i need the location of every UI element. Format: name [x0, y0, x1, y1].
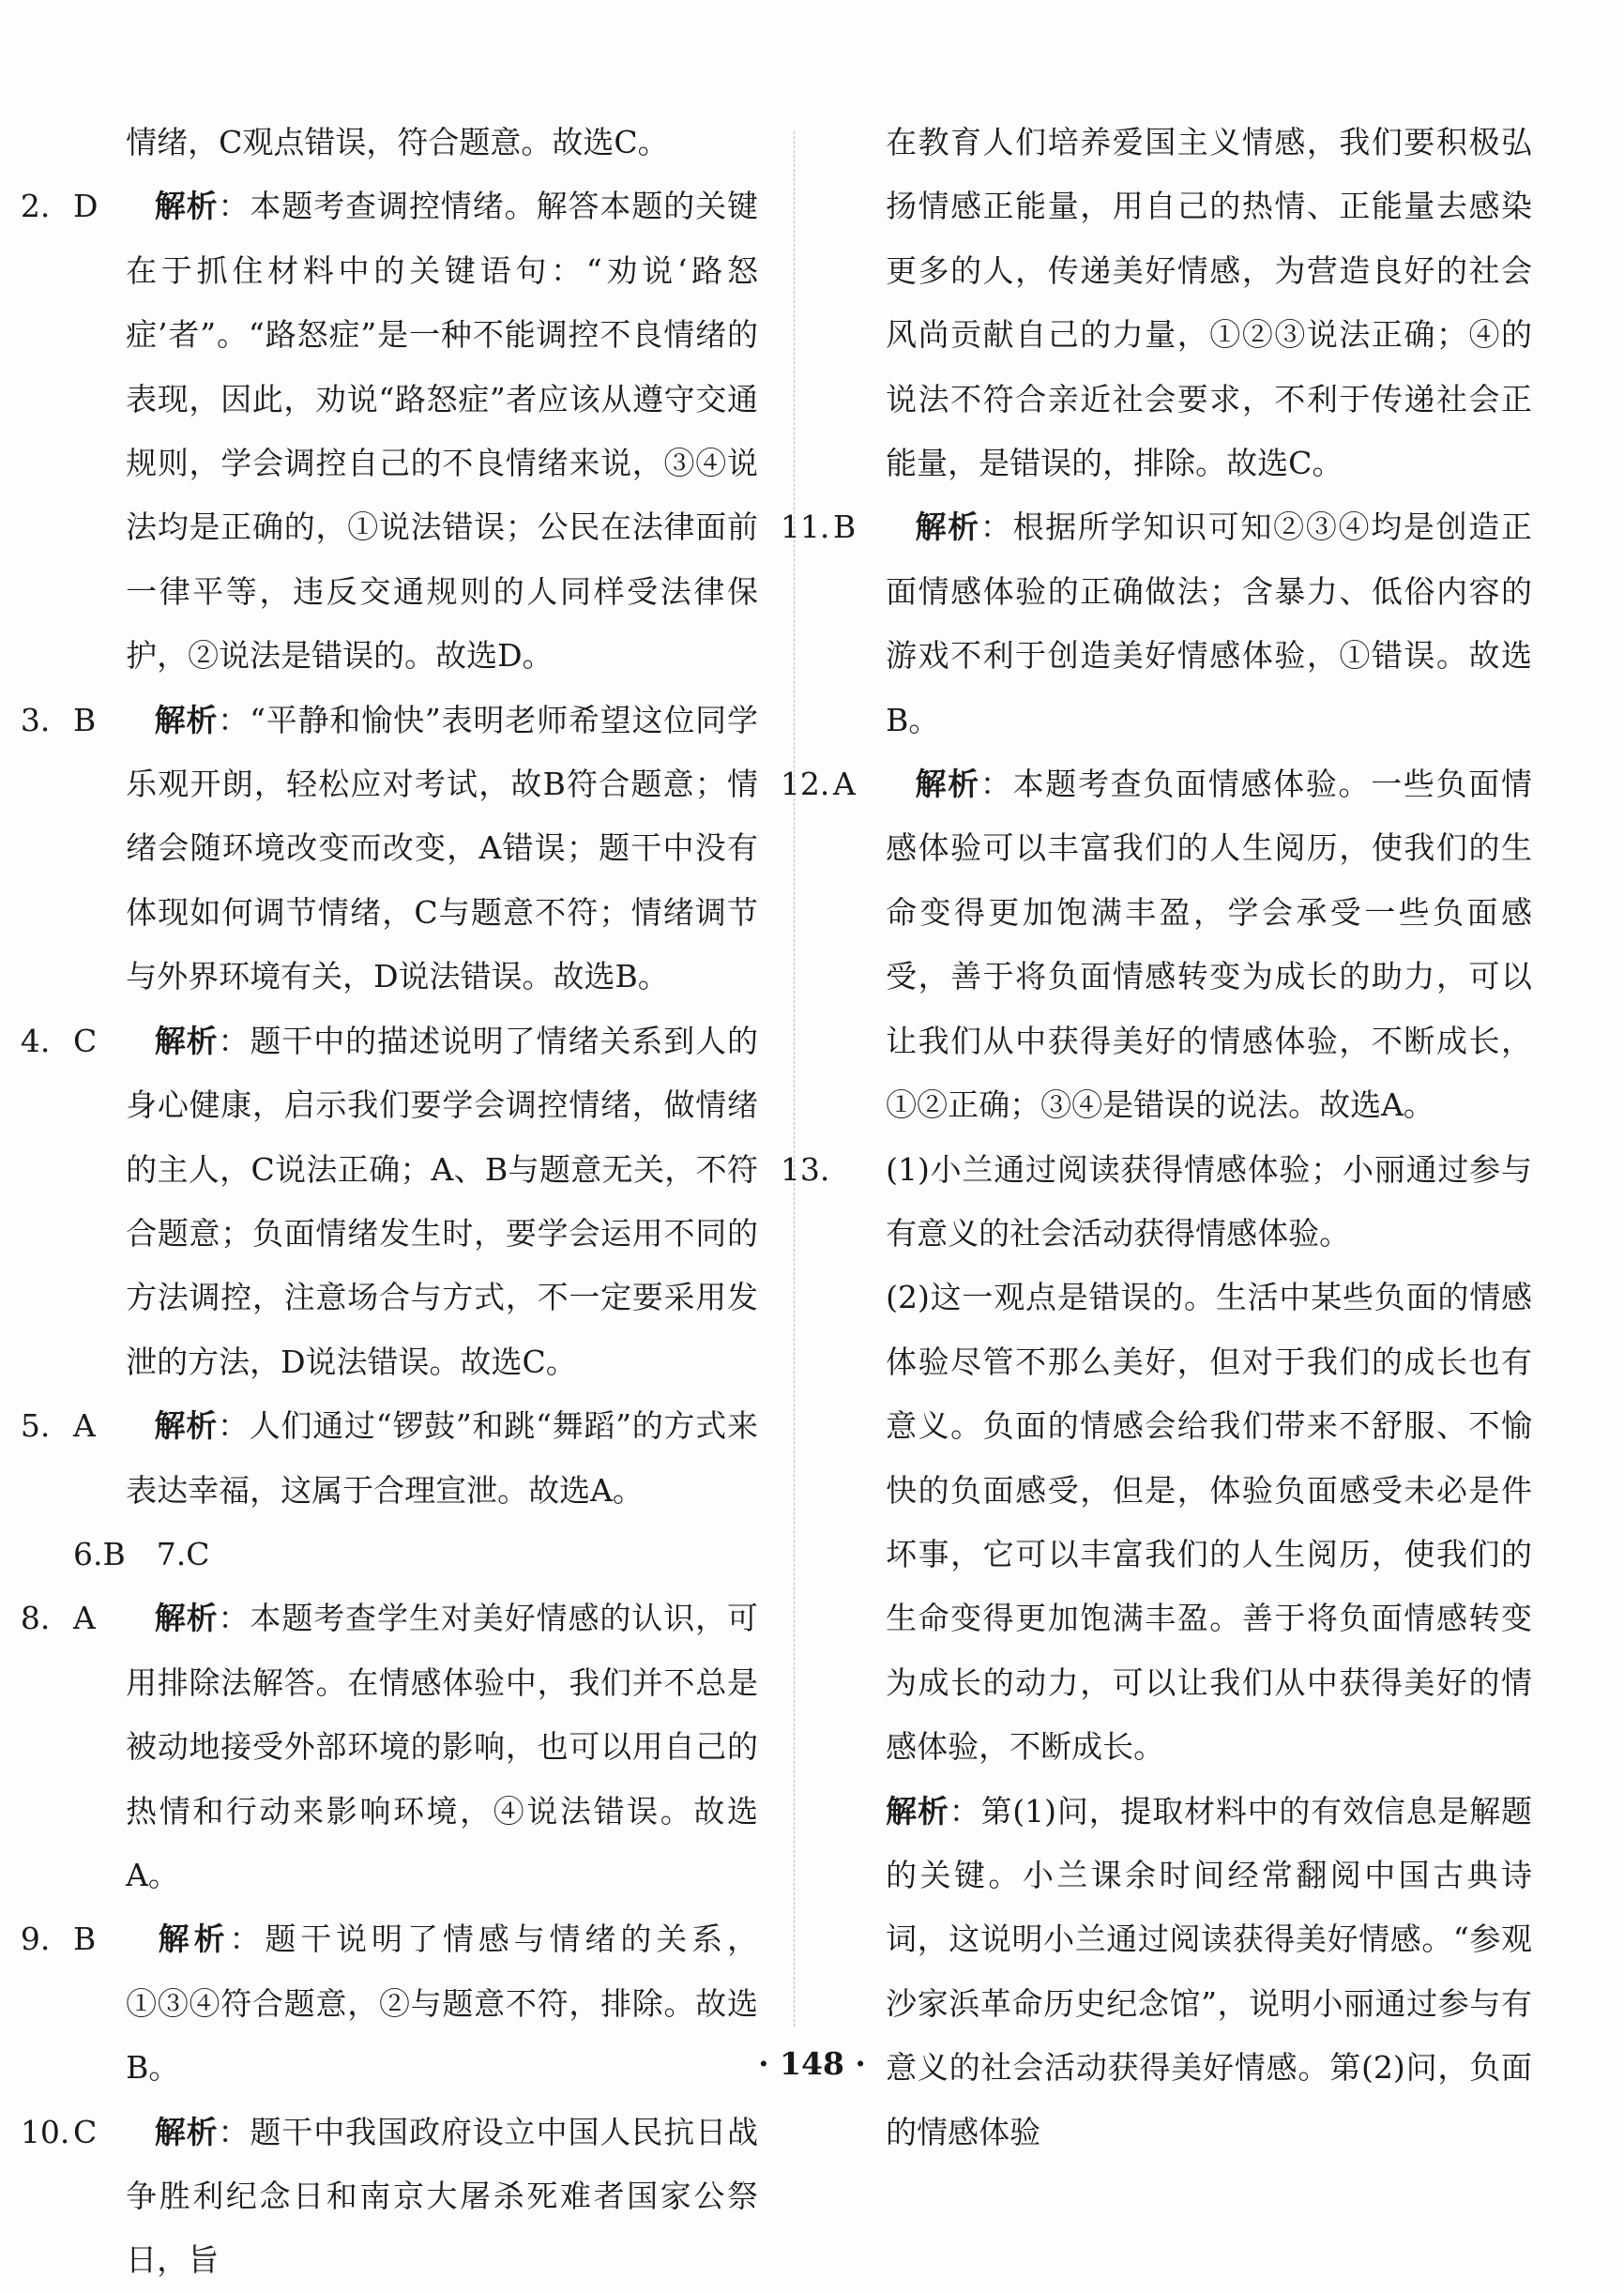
question-number: 8.: [20, 1600, 51, 1637]
analysis-label: 解析: [913, 766, 980, 803]
question-number: 3.: [20, 701, 51, 738]
analysis-text: ：题干中的描述说明了情绪关系到人的身心健康，启示我们要学会调控情绪，做情绪的主人，C说法正确；A、B与题意无关，不符合题意；负面情绪发生时，要学会运用不同的方法调控，注意场合与方式，不一定要采用发泄的方法，D说法错误。故选C。: [126, 1022, 758, 1380]
analysis-label: 解析: [153, 2113, 219, 2150]
analysis-label: 解析: [153, 188, 219, 225]
answer-item: 11. B 解析：根据所学知识可知②③④均是创造正面情感体验的正确做法；含暴力、低俗内容的游戏不利于创造美好情感体验，①错误。故选B。: [833, 495, 1532, 752]
answer-item: 5. A 解析：人们通过“锣鼓”和跳“舞蹈”的方式来表达幸福，这属于合理宣泄。故选A。: [73, 1394, 758, 1523]
analysis-text: ：本题考查负面情感体验。一些负面情感体验可以丰富我们的人生阅历，使我们的生命变得更加饱满丰盈，学会承受一些负面感受，善于将负面情感转变为成长的助力，可以让我们从中获得美好的情感体验，不断成长，①②正确；③④是错误的说法。故选A。: [886, 766, 1533, 1124]
answer-item: 8. A 解析：本题考查学生对美好情感的认识，可用排除法解答。在情感体验中，我们并不总是被动地接受外部环境的影响，也可以用自己的热情和行动来影响环境，④说法错误。故选A。: [73, 1587, 758, 1907]
analysis-text: ：“平静和愉快”表明老师希望这位同学乐观开朗，轻松应对考试，故B符合题意；情绪会随环境改变而改变，A错误；题干中没有体现如何调节情绪，C与题意不符；情绪调节与外界环境有关，D说法错误。故选B。: [126, 701, 759, 995]
analysis-text: ：根据所学知识可知②③④均是创造正面情感体验的正确做法；含暴力、低俗内容的游戏不利于创造美好情感体验，①错误。故选B。: [886, 509, 1533, 738]
analysis-text: ：题干说明了情感与情绪的关系，①③④符合题意，②与题意不符，排除。故选B。: [126, 1921, 759, 2087]
analysis-text: (1)小兰通过阅读获得情感体验；小丽通过参与有意义的社会活动获得情感体验。: [886, 1150, 1532, 1252]
analysis-text: ：题干中我国政府设立中国人民抗日战争胜利纪念日和南京大屠杀死难者国家公祭日，旨: [126, 2113, 758, 2279]
analysis-label: 解析: [913, 509, 980, 546]
column-divider: [794, 131, 795, 2027]
analysis-note: [833, 1780, 1532, 2164]
answer-item: 2. D 解析：本题考查调控情绪。解答本题的关键在于抓住材料中的关键语句：“劝说‘路怒症’者”。“路怒症”是一种不能调控不良情绪的表现，因此，劝说“路怒症”者应该从遵守交通规则，学会调控自己的不良情绪来说，③④说法均是正确的，①说法错误；公民在法律面前一律平等，违反交通规则的人同样受法律保护，②说法是错误的。故选D。: [73, 175, 758, 688]
analysis-label: 解析: [153, 1600, 219, 1637]
analysis-text: ：本题考查学生对美好情感的认识，可用排除法解答。在情感体验中，我们并不总是被动地接受外部环境的影响，也可以用自己的热情和行动来影响环境，④说法错误。故选A。: [126, 1600, 758, 1893]
question-number: 2.: [20, 188, 51, 225]
continued-paragraph: 情绪，C观点错误，符合题意。故选C。: [126, 124, 669, 160]
question-number: 12.: [780, 766, 830, 803]
answer-item: 4. C 解析：题干中的描述说明了情绪关系到人的身心健康，启示我们要学会调控情绪，做情绪的主人，C说法正确；A、B与题意无关，不符合题意；负面情绪发生时，要学会运用不同的方法调控，注意场合与方式，不一定要采用发泄的方法，D说法错误。故选C。: [73, 1010, 758, 1394]
answer-item: [780, 1138, 1532, 1267]
analysis-text: ：第(1)问，提取材料中的有效信息是解题的关键。小兰课余时间经常翻阅中国古典诗词，这说明小兰通过阅读获得美好情感。“参观沙家浜革命历史纪念馆”，说明小丽通过参与有意义的社会活动获得美好情感。第(2)问，负面的情感体验: [886, 1792, 1533, 2150]
answer-item: 9. B 解析：题干说明了情感与情绪的关系，①③④符合题意，②与题意不符，排除。故选B。: [73, 1907, 758, 2100]
left-column: [20, 111, 759, 2293]
analysis-label: 解析: [153, 701, 219, 738]
analysis-label: 解析: [153, 1921, 230, 1958]
answer-item: 12. A 解析：本题考查负面情感体验。一些负面情感体验可以丰富我们的人生阅历，使我们的生命变得更加饱满丰盈，学会承受一些负面感受，善于将负面情感转变为成长的助力，可以让我们从中获得美好的情感体验，不断成长，①②正确；③④是错误的说法。故选A。: [833, 752, 1532, 1137]
analysis-label: 解析: [886, 1792, 949, 1830]
analysis-text: ：本题考查调控情绪。解答本题的关键在于抓住材料中的关键语句：“劝说‘路怒症’者”。“路怒症”是一种不能调控不良情绪的表现，因此，劝说“路怒症”者应该从遵守交通规则，学会调控自己的不良情绪来说，③④说法均是正确的，①说法错误；公民在法律面前一律平等，违反交通规则的人同样受法律保护，②说法是错误的。故选D。: [126, 188, 758, 675]
question-number: 9.: [20, 1921, 51, 1958]
question-number: 5.: [20, 1407, 51, 1445]
sub-answer: (2)这一观点是错误的。生活中某些负面的情感体验尽管不那么美好，但对于我们的成长也有意义。负面的情感会给我们带来不舒服、不愉快的负面感受，但是，体验负面感受未必是件坏事，它可以丰富我们的人生阅历，使我们的生命变得更加饱满丰盈。善于将负面情感转变为成长的动力，可以让我们从中获得美好的情感体验，不断成长。: [886, 1279, 1532, 1766]
answer-item: 3. B 解析：“平静和愉快”表明老师希望这位同学乐观开朗，轻松应对考试，故B符合题意；情绪会随环境改变而改变，A错误；题干中没有体现如何调节情绪，C与题意不符；情绪调节与外界环境有关，D说法错误。故选B。: [73, 689, 758, 1010]
continued-paragraph: 在教育人们培养爱国主义情感，我们要积极弘扬情感正能量，用自己的热情、正能量去感染更多的人，传递美好情感，为营造良好的社会风尚贡献自己的力量，①②③说法正确；④的说法不符合亲近社会要求，不利于传递社会正能量，是错误的，排除。故选C。: [886, 124, 1532, 482]
analysis-label: 解析: [153, 1407, 219, 1445]
page-number: · 148 ·: [758, 2045, 866, 2082]
analysis-text: ：人们通过“锣鼓”和跳“舞蹈”的方式来表达幸福，这属于合理宣泄。故选A。: [126, 1407, 759, 1509]
question-number: 13.: [780, 1150, 830, 1188]
question-number: 10.: [20, 2113, 70, 2150]
answer-line: 6.B 7.C: [73, 1535, 210, 1572]
answer-item: 10. C 解析：题干中我国政府设立中国人民抗日战争胜利纪念日和南京大屠杀死难者国家公祭日，旨: [73, 2101, 758, 2293]
analysis-label: 解析: [153, 1022, 219, 1059]
question-number: 11.: [780, 509, 830, 546]
question-number: 4.: [20, 1022, 51, 1059]
